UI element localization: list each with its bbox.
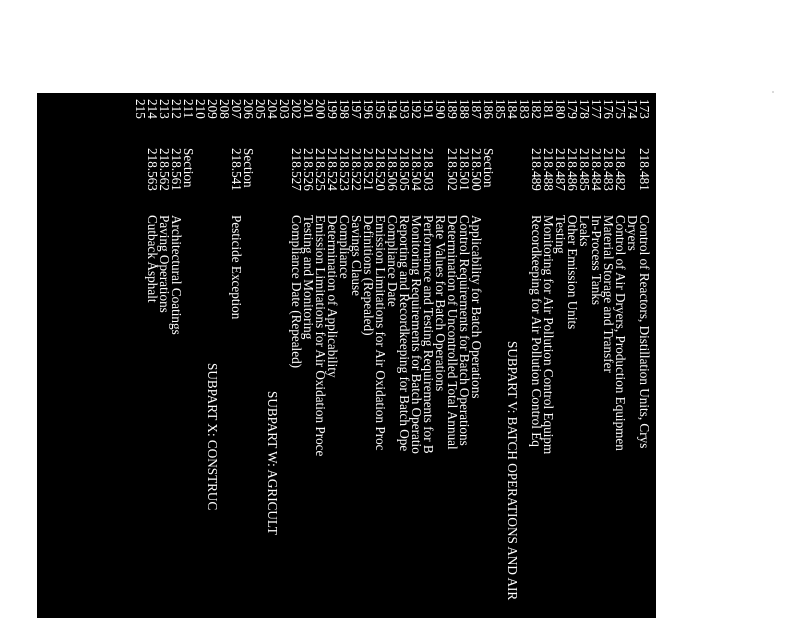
section-title: Paving Operations [157,215,172,313]
line-number: 196 [361,99,376,119]
document-line [266,93,278,618]
section-title: Reporting and Recordkeeping for Batch Ope [397,215,412,452]
section-title: Control Requirements for Batch Operations [457,215,472,446]
section-number: 218.521 [361,148,376,191]
section-title: Cutback Asphalt [145,215,160,303]
section-number: Section [481,148,496,188]
line-number: 210 [193,99,208,119]
section-number: 218.489 [529,148,544,191]
document-line [146,93,158,618]
section-number: 218.501 [457,148,472,191]
section-title: Definitions (Repealed) [361,215,376,336]
line-number: 176 [601,99,616,119]
section-title: Applicability for Batch Operations [469,215,484,399]
section-title: Monitoring Requirements for Batch Operatio [409,215,424,454]
line-number: 213 [157,99,172,119]
document-line [638,93,650,618]
rotated-page-content [37,93,656,618]
section-title: Control of Air Dryers, Production Equipmen [613,215,628,451]
document-line [134,93,146,618]
section-title: Compliance [337,215,352,279]
line-number: 182 [529,99,544,119]
section-number: 218.503 [421,148,436,191]
subpart-heading: SUBPART V: BATCH OPERATIONS AND AIR [505,341,520,601]
line-number: 177 [589,99,604,119]
document-line [530,93,542,618]
line-number: 184 [505,99,520,119]
section-number: 218.486 [565,148,580,191]
line-number: 175 [613,99,628,119]
section-number: 218.526 [301,148,316,191]
line-number: 189 [445,99,460,119]
section-title: Leaks [577,215,592,247]
section-title: Recordkeeping for Air Pollution Control Eq [529,215,544,447]
section-title: Other Emission Units [565,215,580,330]
section-title: Compliance Date [385,215,400,307]
line-number: 194 [385,99,400,119]
line-number: 188 [457,99,472,119]
section-title: Dryers [625,215,640,251]
line-number: 181 [541,99,556,119]
section-number: 218.525 [313,148,328,191]
section-title: Architectural Coatings [169,215,184,335]
line-number: 185 [493,99,508,119]
section-number: 218.502 [445,148,460,191]
line-number: 208 [217,99,232,119]
line-number: 199 [325,99,340,119]
section-title: Emission Limitations for Air Oxidation Proc [373,215,388,451]
line-number: 192 [409,99,424,119]
section-number: 218.561 [169,148,184,191]
document-line [206,93,218,618]
section-number: 218.520 [373,148,388,191]
line-number: 178 [577,99,592,119]
section-title: Monitoring for Air Pollution Control Equipm [541,215,556,455]
line-number: 203 [277,99,292,119]
section-number: 218.524 [325,148,340,191]
section-title: Control of Reactors, Distillation Units, Crys [637,215,652,449]
section-title: Savings Clause [349,215,364,296]
line-number: 209 [205,99,220,119]
line-number: 191 [421,99,436,119]
section-number: 218.522 [349,148,364,191]
section-number: 218.488 [541,148,556,191]
subpart-heading: SUBPART X: CONSTRUC [205,363,220,511]
line-number: 201 [301,99,316,119]
section-title: Rate Values for Batch Operations [433,215,448,392]
section-number: 218.485 [577,148,592,191]
section-title: Testing and Monitoring [301,215,316,340]
section-number: 218.505 [397,148,412,191]
document-line [218,93,230,618]
line-number: 204 [265,99,280,119]
section-number: 218.563 [145,148,160,191]
document-line [506,93,518,618]
line-number: 180 [553,99,568,119]
line-number: 207 [229,99,244,119]
section-title: Material Storage and Transfer [601,215,616,373]
section-number: 218.483 [601,148,616,191]
document-line [230,93,242,618]
line-number: 173 [637,99,652,119]
section-title: Performance and Testing Requirements for B [421,215,436,454]
line-number: 205 [253,99,268,119]
section-title: Testing [553,215,568,254]
section-number: 218.562 [157,148,172,191]
line-number: 186 [481,99,496,119]
line-number: 214 [145,99,160,119]
line-number: 193 [397,99,412,119]
section-number: 218.484 [589,148,604,191]
line-number: 215 [133,99,148,119]
section-title: In-Process Tanks [589,215,604,306]
section-number: 218.500 [469,148,484,191]
section-number: 218.481 [637,148,652,191]
subpart-heading: SUBPART W: AGRICULT [265,391,280,535]
section-number: 218.487 [553,148,568,191]
section-number: 218.541 [229,148,244,191]
line-number: 190 [433,99,448,119]
section-number: 218.527 [289,148,304,191]
section-title: Compliance Date (Repealed) [289,215,304,369]
line-number: 197 [349,99,364,119]
line-number: 187 [469,99,484,119]
line-number: 174 [625,99,640,119]
section-number: 218.482 [613,148,628,191]
line-number: 195 [373,99,388,119]
line-number: 206 [241,99,256,119]
line-number: 198 [337,99,352,119]
section-number: Section [181,148,196,188]
section-number: 218.504 [409,148,424,191]
section-title: Emission Limitations for Air Oxidation Proce [313,215,328,457]
section-title: Determination of Uncontrolled Total Annual [445,215,460,450]
line-number: 179 [565,99,580,119]
section-title: Determination of Applicability [325,215,340,378]
line-number: 183 [517,99,532,119]
section-title: Pesticide Exception [229,215,244,320]
line-number: 202 [289,99,304,119]
section-number: 218.523 [337,148,352,191]
document-line [278,93,290,618]
document-line [290,93,302,618]
section-number: 218.506 [385,148,400,191]
scanned-page [37,93,656,618]
line-number: 200 [313,99,328,119]
speck [772,91,774,93]
section-number: Section [241,148,256,188]
line-number: 212 [169,99,184,119]
line-number: 211 [181,99,196,119]
